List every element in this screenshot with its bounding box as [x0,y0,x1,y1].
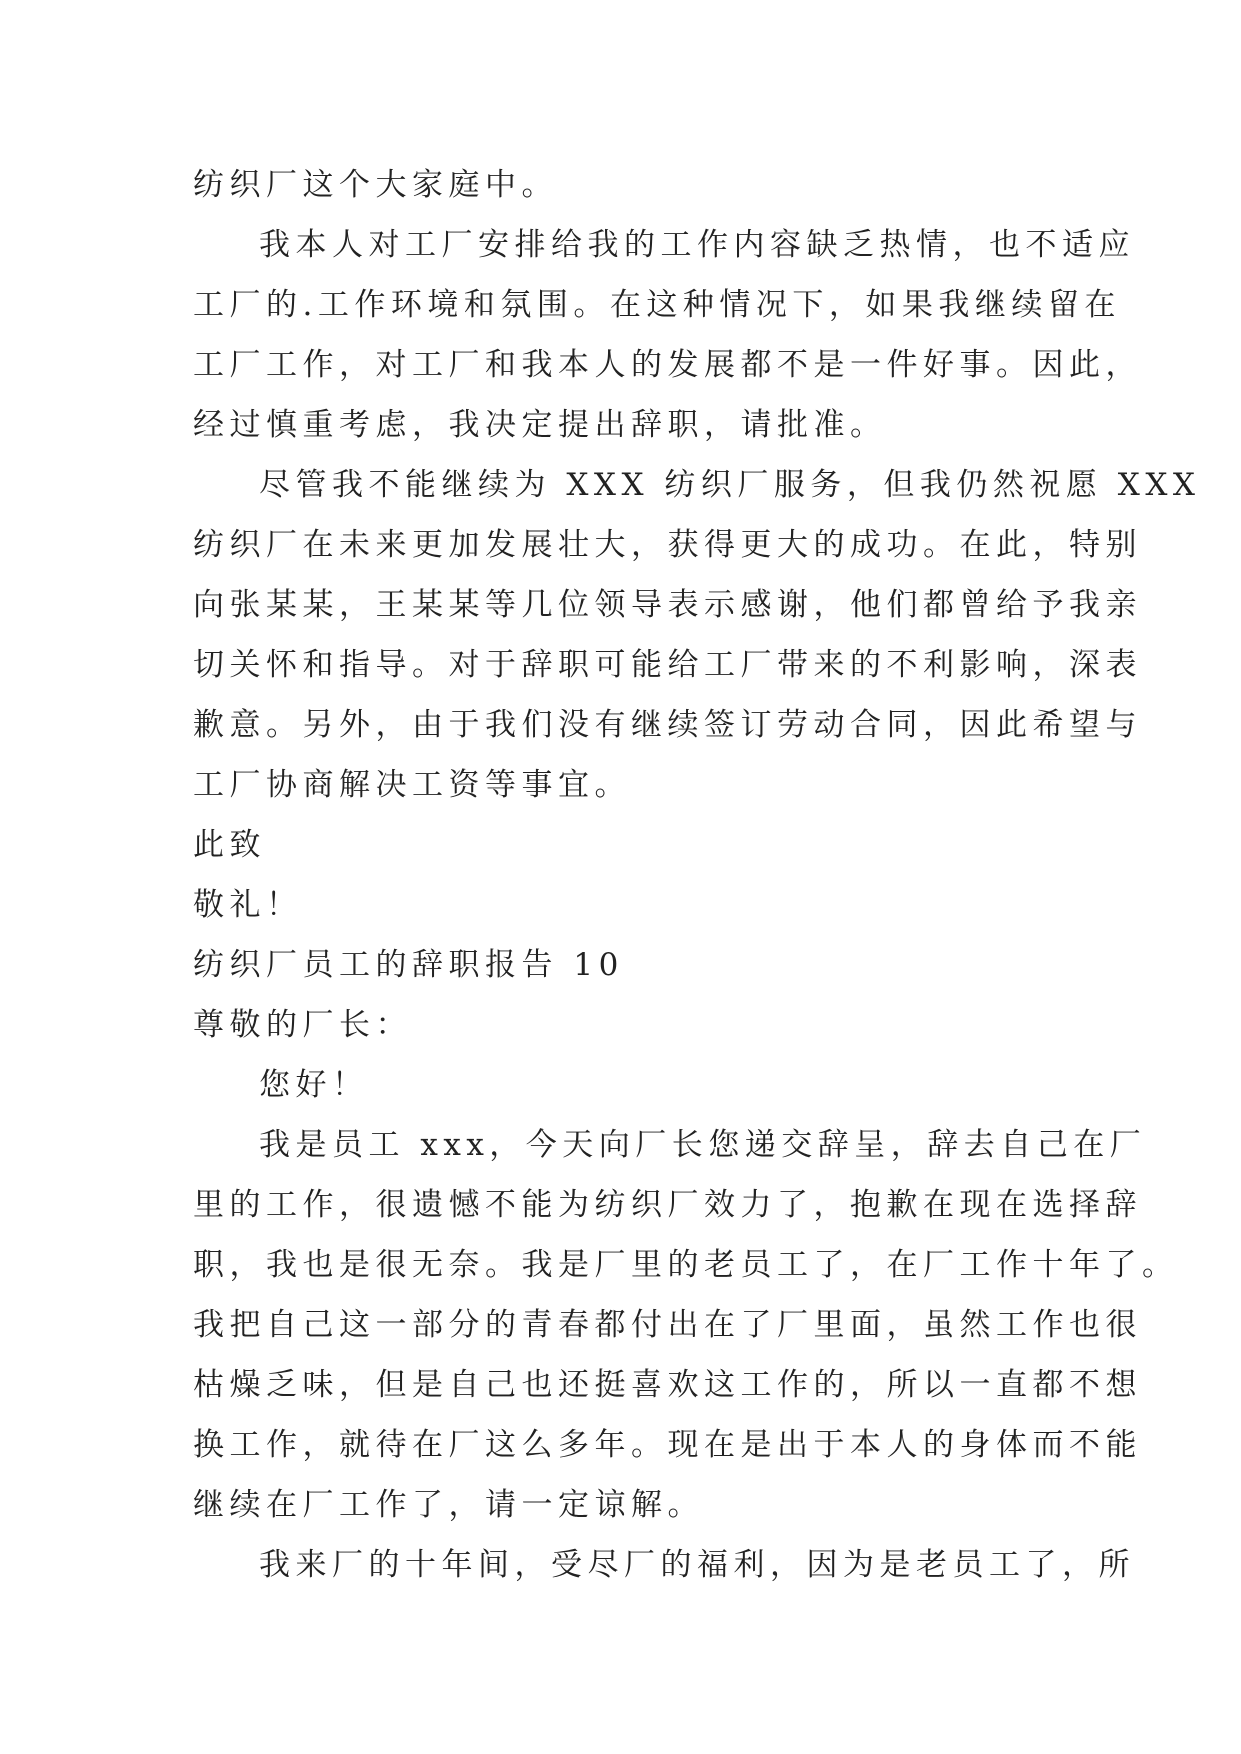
text-line: 经过慎重考虑，我决定提出辞职，请批准。 [193,407,887,443]
letter-body [193,155,1201,1595]
text-line: 尽管我不能继续为 XXX 纺织厂服务，但我仍然祝愿 XXX [259,467,1201,503]
text-line: 我把自己这一部分的青春都付出在了厂里面，虽然工作也很 [193,1307,1142,1343]
text-line: 我是员工 xxx，今天向厂长您递交辞呈，辞去自己在厂 [259,1127,1147,1163]
closing-line: 此致 [193,827,266,863]
text-line: 职，我也是很无奈。我是厂里的老员工了，在厂工作十年了。 [193,1247,1179,1283]
section-title: 纺织厂员工的辞职报告 10 [193,947,624,983]
salutation: 尊敬的厂长： [193,1007,412,1043]
text-line: 向张某某，王某某等几位领导表示感谢，他们都曾给予我亲 [193,587,1142,623]
text-line: 工厂协商解决工资等事宜。 [193,767,631,803]
text-line: 我本人对工厂安排给我的工作内容缺乏热情，也不适应 [259,227,1135,263]
text-line: 纺织厂在未来更加发展壮大，获得更大的成功。在此，特别 [193,527,1142,563]
text-line: 纺织厂这个大家庭中。 [193,167,558,203]
text-line: 歉意。另外，由于我们没有继续签订劳动合同，因此希望与 [193,707,1142,743]
greeting: 您好！ [259,1067,369,1103]
text-line: 继续在厂工作了，请一定谅解。 [193,1487,704,1523]
text-line: 枯燥乏味，但是自己也还挺喜欢这工作的，所以一直都不想 [193,1367,1142,1403]
text-line: 我来厂的十年间，受尽厂的福利，因为是老员工了，所 [259,1547,1135,1583]
text-line: 切关怀和指导。对于辞职可能给工厂带来的不利影响，深表 [193,647,1142,683]
text-line: 换工作，就待在厂这么多年。现在是出于本人的身体而不能 [193,1427,1142,1463]
text-line: 工厂工作，对工厂和我本人的发展都不是一件好事。因此， [193,347,1142,383]
text-line: 里的工作，很遗憾不能为纺织厂效力了，抱歉在现在选择辞 [193,1187,1142,1223]
text-line: 工厂的.工作环境和氛围。在这种情况下，如果我继续留在 [193,287,1121,323]
closing-salute: 敬礼！ [193,887,303,923]
